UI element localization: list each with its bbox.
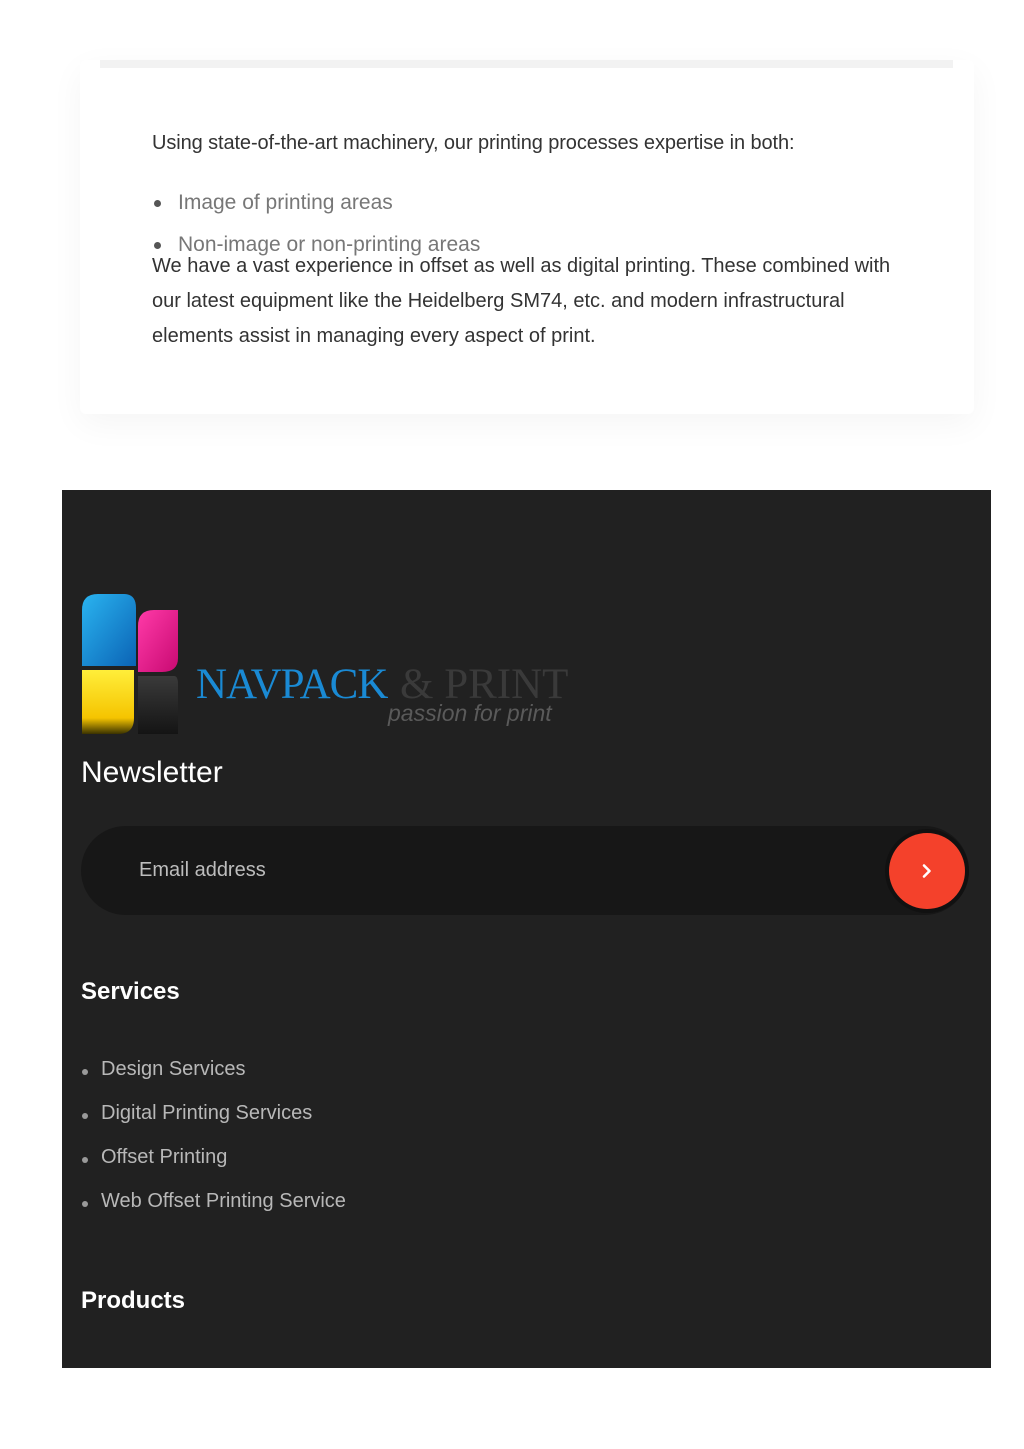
service-link-digital-printing[interactable]: Digital Printing Services <box>101 1102 313 1124</box>
content-card <box>80 60 974 414</box>
products-heading: Products <box>81 1287 186 1314</box>
list-item <box>81 1190 346 1234</box>
experience-paragraph: We have a vast experience in offset as well as digital printing. These combined with our latest equipment like the Heidelberg SM74, etc. and modern infrastructural elements assist in managing every aspect of print. <box>152 255 891 347</box>
svg-text:& PRINT: & PRINT <box>400 661 569 708</box>
newsletter-submit-button[interactable] <box>889 833 965 909</box>
email-input[interactable] <box>121 848 761 892</box>
newsletter-heading: Newsletter <box>81 756 223 789</box>
list-item <box>81 1102 346 1146</box>
list-item: Image of printing areas <box>152 190 480 232</box>
list-item: Non-image or non-printing areas <box>152 232 480 274</box>
services-heading: Services <box>81 978 180 1005</box>
navpack-logo[interactable] <box>82 594 572 734</box>
card-divider <box>100 60 953 68</box>
list-item <box>81 1146 346 1190</box>
list-item <box>81 1058 346 1102</box>
chevron-right-icon <box>919 863 935 879</box>
site-footer <box>62 490 991 1368</box>
svg-text:passion for print: passion for print <box>388 700 552 726</box>
svg-text:NAVPACK: NAVPACK <box>196 661 388 708</box>
intro-text: Using state-of-the-art machinery, our printing processes expertise in both: <box>152 132 795 154</box>
newsletter-form <box>81 826 969 915</box>
service-link-design[interactable]: Design Services <box>101 1058 246 1080</box>
service-link-offset-printing[interactable]: Offset Printing <box>101 1146 228 1168</box>
service-link-web-offset[interactable]: Web Offset Printing Service <box>101 1190 346 1212</box>
services-list <box>81 1058 346 1234</box>
